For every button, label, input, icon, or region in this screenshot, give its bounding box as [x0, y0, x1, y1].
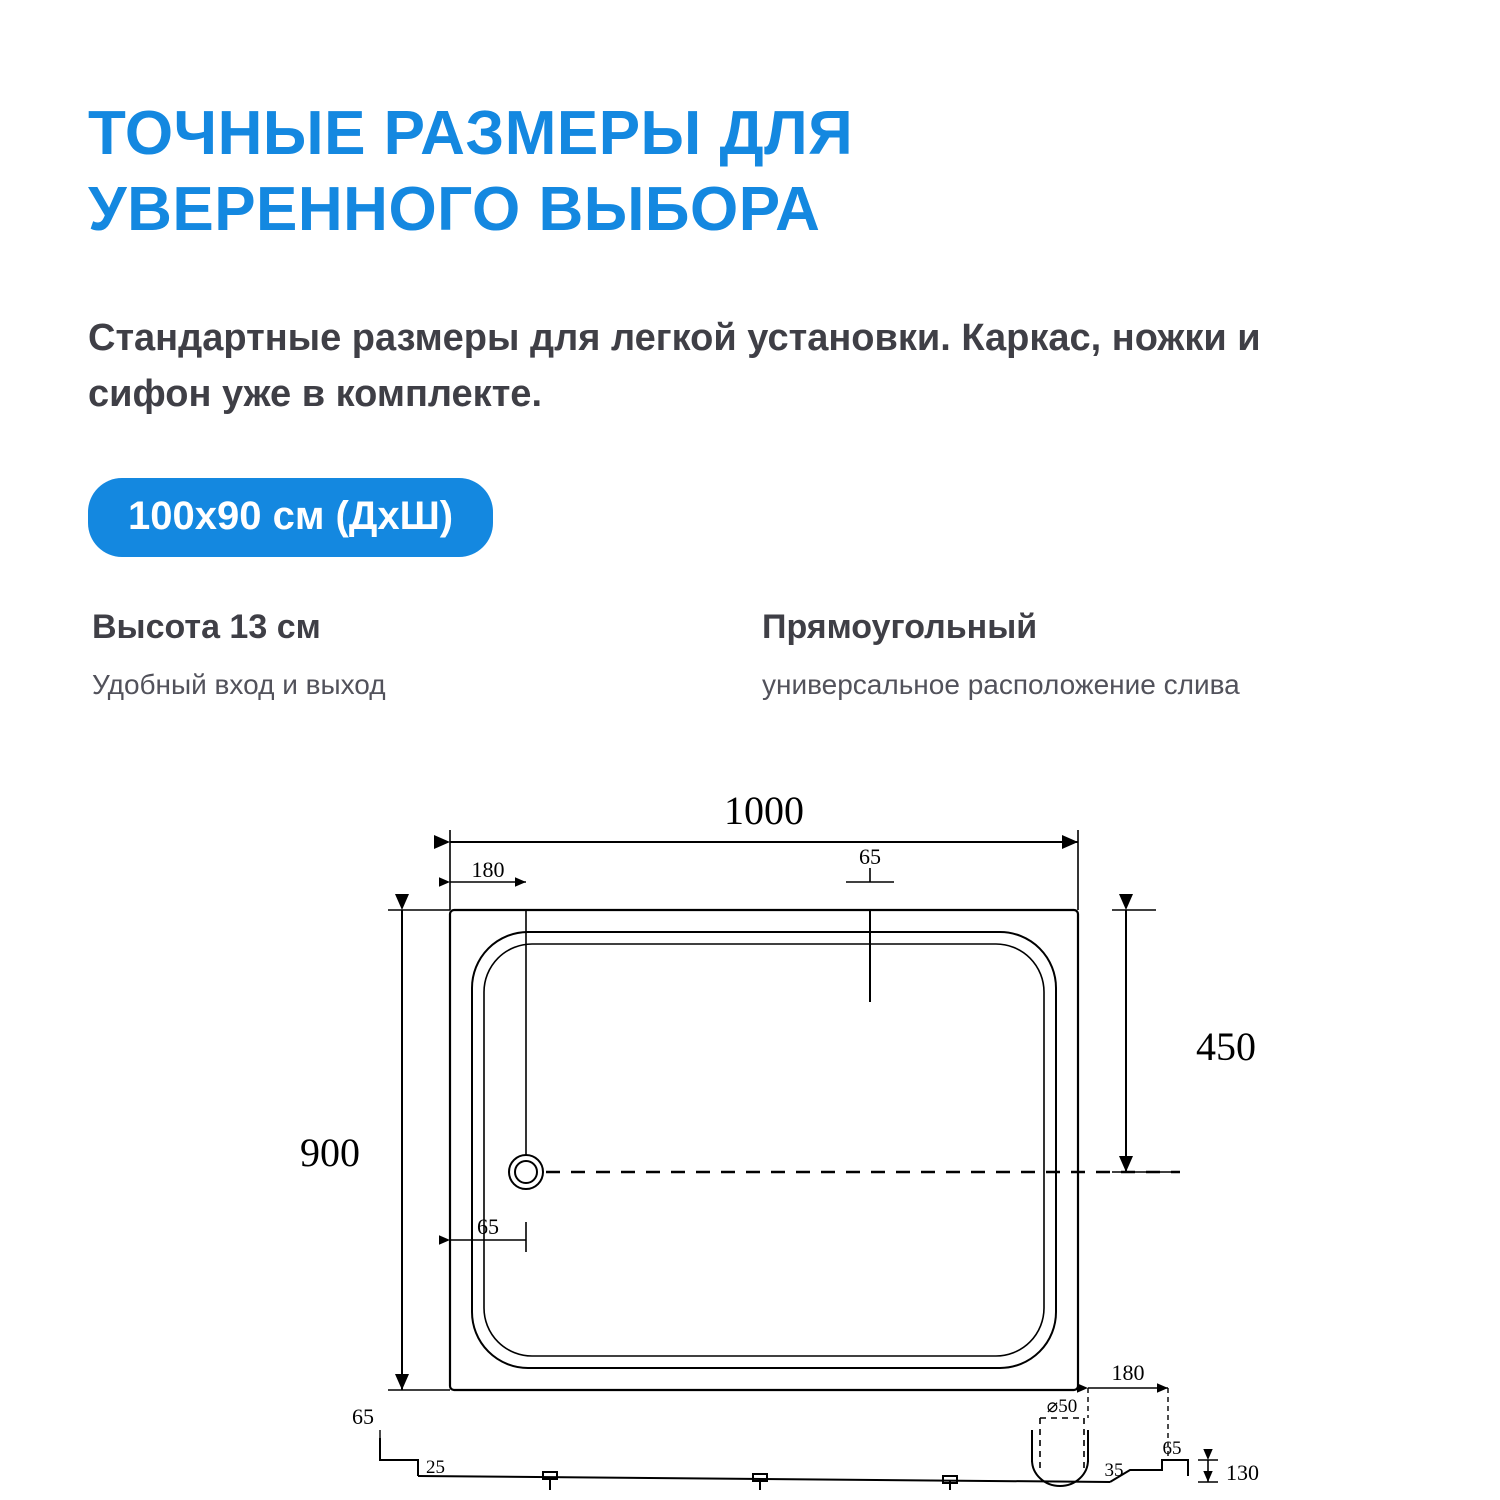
- side-left-flange: [380, 1438, 418, 1476]
- label-65-side: 65: [352, 1404, 374, 1429]
- feature-height-title: Высота 13 см: [92, 608, 321, 646]
- label-35-side: 35: [1104, 1460, 1124, 1481]
- label-25-side: 25: [426, 1457, 445, 1478]
- label-130-side: 130: [1226, 1460, 1259, 1485]
- label-drain-diameter: ⌀50: [1046, 1396, 1078, 1417]
- feature-height-desc: Удобный вход и выход: [92, 669, 386, 700]
- label-180-side: 180: [1111, 1360, 1145, 1385]
- label-450: 450: [1196, 1024, 1256, 1069]
- label-65-left: 65: [477, 1214, 499, 1239]
- label-height-900: 900: [300, 1130, 360, 1175]
- size-badge: 100x90 см (ДхШ): [88, 478, 493, 557]
- page-subtitle: Стандартные размеры для легкой установки. Каркас, ножки и сифон уже в комплекте.: [88, 317, 1261, 416]
- tray-outline: [450, 910, 1078, 1390]
- tray-inner-edge: [472, 932, 1056, 1368]
- label-width-1000: 1000: [724, 788, 804, 833]
- label-65-leg: 65: [1162, 1438, 1182, 1459]
- feature-shape-title: Прямоугольный: [762, 608, 1038, 646]
- feature-shape: [762, 608, 1322, 705]
- page-title: ТОЧНЫЕ РАЗМЕРЫ ДЛЯ УВЕРЕННОГО ВЫБОРА: [88, 99, 854, 244]
- label-65-top: 65: [859, 844, 881, 869]
- tray-basin: [484, 944, 1044, 1356]
- label-180-top: 180: [471, 857, 505, 882]
- technical-drawing: [250, 770, 1360, 1490]
- side-drain-body: [1040, 1418, 1084, 1470]
- drain-inner-circle: [515, 1161, 537, 1183]
- drawing-canvas: [250, 770, 1360, 1490]
- feature-shape-desc: универсальное расположение слива: [762, 669, 1240, 700]
- feature-height: [92, 608, 652, 705]
